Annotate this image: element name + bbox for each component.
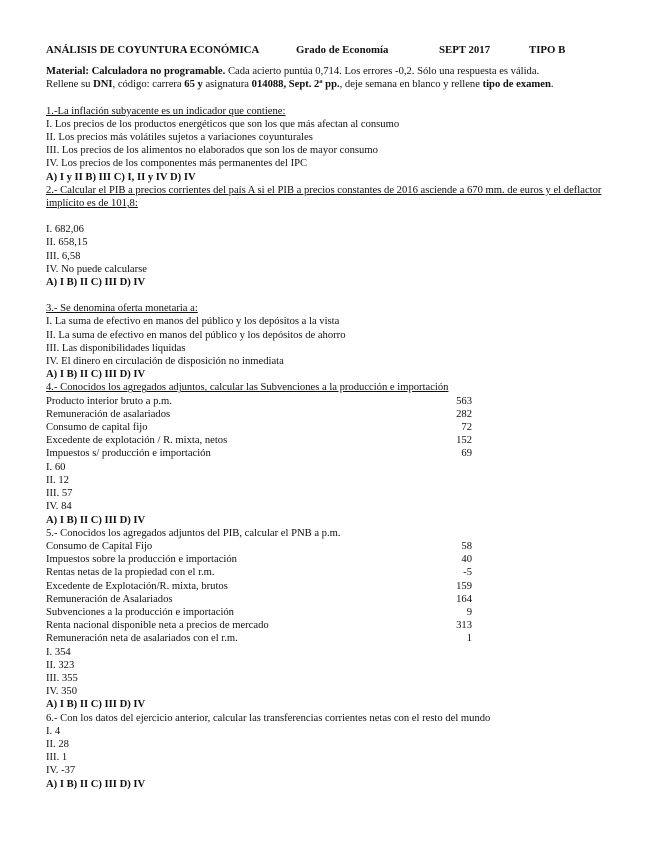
instr-text: , deje semana en blanco y rellene: [339, 79, 483, 91]
option-item: IV. El dinero en circulación de disposición no inmediata: [46, 356, 284, 368]
data-value: 9: [466, 606, 472, 618]
question-5: [46, 527, 621, 712]
data-row: [46, 395, 621, 408]
data-row: [46, 434, 621, 447]
option-item: II. 28: [46, 738, 69, 750]
data-value: 40: [461, 554, 472, 566]
data-row: [46, 408, 621, 421]
option-item: III. 6,58: [46, 250, 81, 262]
option-item: IV. 350: [46, 686, 77, 698]
data-row: [46, 632, 621, 645]
question-6: [46, 712, 621, 791]
data-row: [46, 540, 621, 553]
option-item: III. Los precios de los alimentos no elaborados que son los de mayor consumo: [46, 145, 378, 157]
option-item: II. 658,15: [46, 237, 88, 249]
data-value: 1: [466, 633, 472, 645]
data-label: Remuneración de Asalariados: [46, 593, 173, 605]
instr-exam-type: tipo de examen: [482, 79, 551, 91]
exam-date: SEPT 2017: [439, 44, 491, 56]
question-4: [46, 381, 621, 526]
exam-degree: Grado de Economía: [296, 44, 389, 56]
exam-header: [46, 44, 621, 57]
option-item: I. 682,06: [46, 224, 84, 236]
question-title: 5.- Conocidos los agregados adjuntos del PIB, calcular el PNB a p.m.: [46, 527, 341, 539]
data-label: Impuestos sobre la producción e importación: [46, 554, 237, 566]
instr-subject-code: 014088, Sept. 2ª pp.: [251, 79, 340, 91]
option-item: IV. No puede calcularse: [46, 263, 147, 275]
data-label: Excedente de Explotación/R. mixta, brutos: [46, 580, 228, 592]
option-item: I. 4: [46, 725, 61, 737]
data-value: -5: [463, 567, 472, 579]
option-item: IV. Los precios de los componentes más permanentes del IPC: [46, 158, 308, 170]
exam-title: ANÁLISIS DE COYUNTURA ECONÓMICA: [46, 44, 260, 56]
instructions: [46, 65, 621, 91]
answer-choices: A) I B) II C) III D) IV: [46, 277, 146, 289]
option-item: I. Los precios de los productos energéticos que son los que más afectan al consumo: [46, 118, 400, 130]
option-item: IV. -37: [46, 765, 76, 777]
option-item: IV. 84: [46, 501, 72, 513]
question-title: 4.- Conocidos los agregados adjuntos, calcular las Subvenciones a la producción e importación: [46, 382, 449, 394]
question-title: 1.-La inflación subyacente es un indicador que contiene:: [46, 105, 286, 117]
data-row: [46, 606, 621, 619]
instr-text: Rellene su: [46, 79, 94, 91]
answer-choices: A) I B) II C) III D) IV: [46, 699, 146, 711]
data-label: Remuneración de asalariados: [46, 408, 171, 420]
option-item: I. 60: [46, 461, 66, 473]
data-value: 159: [456, 580, 472, 592]
scoring-text: Cada acierto puntúa 0,714. Los errores -0,2. Sólo una respuesta es válida.: [225, 66, 540, 78]
option-item: I. La suma de efectivo en manos del público y los depósitos a la vista: [46, 316, 340, 328]
option-item: II. 323: [46, 659, 75, 671]
exam-type: TIPO B: [529, 44, 566, 56]
data-value: 313: [456, 620, 472, 632]
data-value: 69: [461, 448, 472, 460]
exam-page: [46, 44, 621, 791]
data-value: 152: [456, 435, 472, 447]
question-1: [46, 105, 621, 184]
answer-choices: A) I B) II C) III D) IV: [46, 778, 146, 790]
data-label: Producto interior bruto a p.m.: [46, 395, 172, 407]
option-item: II. Los precios más volátiles sujetos a variaciones coyunturales: [46, 132, 313, 144]
material-label: Material: Calculadora no programable.: [46, 66, 226, 78]
data-row: [46, 593, 621, 606]
data-row: [46, 580, 621, 593]
data-row: [46, 421, 621, 434]
data-value: 282: [456, 408, 472, 420]
data-label: Consumo de capital fijo: [46, 422, 148, 434]
data-row: [46, 619, 621, 632]
instr-dni: DNI: [93, 79, 113, 91]
question-3: [46, 302, 621, 381]
data-row: [46, 447, 621, 460]
data-value: 164: [456, 593, 472, 605]
instr-career-code: 65 y: [184, 79, 203, 91]
question-title: 6.- Con los datos del ejercicio anterior, calcular las transferencias corrientes netas con el resto del mundo: [46, 712, 491, 724]
data-label: Remuneración neta de asalariados con el r.m.: [46, 633, 238, 645]
option-item: III. 355: [46, 672, 78, 684]
answer-choices: A) I B) II C) III D) IV: [46, 514, 146, 526]
option-item: III. 1: [46, 752, 68, 764]
instr-text: asignatura: [202, 79, 252, 91]
data-label: Impuestos s/ producción e importación: [46, 448, 211, 460]
answer-choices: A) I B) II C) III D) IV: [46, 369, 146, 381]
data-value: 563: [456, 395, 472, 407]
data-label: Renta nacional disponible neta a precios de mercado: [46, 620, 269, 632]
data-label: Excedente de explotación / R. mixta, netos: [46, 435, 228, 447]
option-item: II. La suma de efectivo en manos del público y los depósitos de ahorro: [46, 329, 346, 341]
answer-choices: A) I y II B) III C) I, II y IV D) IV: [46, 171, 196, 183]
option-item: III. Las disponibilidades líquidas: [46, 342, 186, 354]
question-title: 3.- Se denomina oferta monetaria a:: [46, 303, 198, 315]
option-item: II. 12: [46, 474, 69, 486]
data-label: Rentas netas de la propiedad con el r.m.: [46, 567, 215, 579]
data-label: Subvenciones a la producción e importación: [46, 606, 234, 618]
data-label: Consumo de Capital Fijo: [46, 540, 153, 552]
instr-text: , código: carrera: [112, 79, 185, 91]
option-item: I. 354: [46, 646, 71, 658]
data-row: [46, 553, 621, 566]
data-value: 58: [461, 540, 472, 552]
instr-text: .: [550, 79, 554, 91]
data-row: [46, 566, 621, 579]
data-value: 72: [461, 422, 472, 434]
question-title: 2.- Calcular el PIB a precios corrientes del país A si el PIB a precios constantes de 2016 asciende a 670 mm. de euros y el deflactor implícito es de 101,8:: [46, 184, 602, 210]
option-item: III. 57: [46, 488, 73, 500]
question-2: [46, 184, 621, 289]
